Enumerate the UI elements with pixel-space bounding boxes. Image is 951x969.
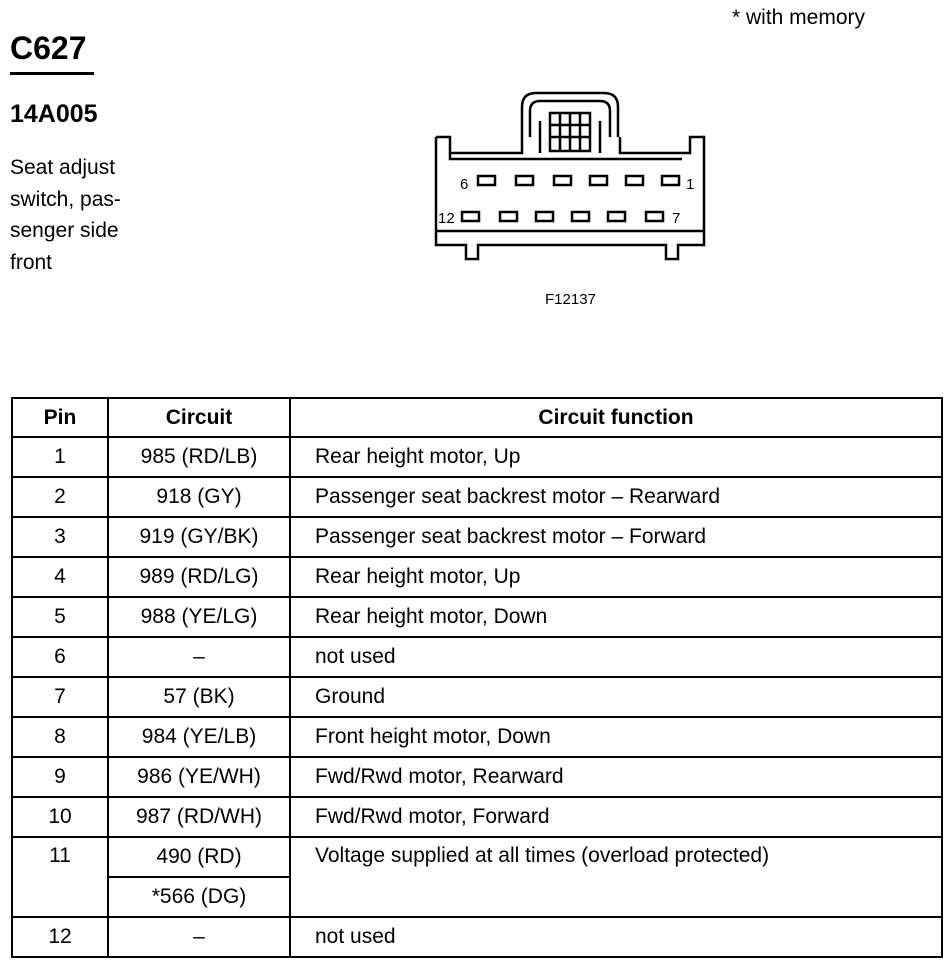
table-row — [12, 437, 942, 477]
pin-cell: 7 — [12, 677, 108, 717]
pin-cell: 4 — [12, 557, 108, 597]
table-row — [12, 597, 942, 637]
function-cell: Ground — [290, 677, 942, 717]
circuit-cell: 57 (BK) — [108, 677, 290, 717]
pin-cell: 9 — [12, 757, 108, 797]
connector-id: C627 — [10, 30, 87, 66]
pin-column-header: Pin — [12, 398, 108, 437]
circuit-column-header: Circuit — [108, 398, 290, 437]
memory-footnote: * with memory — [732, 6, 866, 29]
circuit-alt-cell: *566 (DG) — [108, 877, 290, 917]
pin-cell: 3 — [12, 517, 108, 557]
circuit-cell: 490 (RD) — [108, 837, 290, 877]
pin-cell: 2 — [12, 477, 108, 517]
pin-cell: 1 — [12, 437, 108, 477]
pin-label-7: 7 — [672, 210, 681, 227]
pin-cell: 10 — [12, 797, 108, 837]
pin-label-12: 12 — [438, 210, 455, 227]
function-cell: Rear height motor, Down — [290, 597, 942, 637]
connector-face-diagram — [420, 85, 720, 265]
pin-cell: 11 — [12, 837, 108, 917]
table-row — [12, 637, 942, 677]
function-cell: Rear height motor, Up — [290, 557, 942, 597]
connector-id-underline — [10, 72, 94, 75]
circuit-cell: 987 (RD/WH) — [108, 797, 290, 837]
circuit-cell: 988 (YE/LG) — [108, 597, 290, 637]
table-row — [12, 837, 942, 877]
pin-cell: 8 — [12, 717, 108, 757]
circuit-cell: – — [108, 917, 290, 957]
function-column-header: Circuit function — [290, 398, 942, 437]
table-row — [12, 917, 942, 957]
part-number: 14A005 — [10, 100, 98, 128]
table-row — [12, 517, 942, 557]
pinout-table — [11, 397, 943, 958]
function-cell: Fwd/Rwd motor, Forward — [290, 797, 942, 837]
circuit-cell: 986 (YE/WH) — [108, 757, 290, 797]
pin-label-6: 6 — [460, 176, 469, 193]
function-cell: Front height motor, Down — [290, 717, 942, 757]
circuit-cell: 919 (GY/BK) — [108, 517, 290, 557]
figure-id: F12137 — [545, 291, 596, 308]
table-row — [12, 557, 942, 597]
circuit-cell: 985 (RD/LB) — [108, 437, 290, 477]
function-cell: Passenger seat backrest motor – Forward — [290, 517, 942, 557]
function-cell: Voltage supplied at all times (overload protected) — [290, 837, 942, 917]
table-header-row — [12, 398, 942, 437]
table-row — [12, 717, 942, 757]
circuit-cell: – — [108, 637, 290, 677]
function-cell: Passenger seat backrest motor – Rearward — [290, 477, 942, 517]
table-row — [12, 797, 942, 837]
table-row — [12, 477, 942, 517]
function-cell: Rear height motor, Up — [290, 437, 942, 477]
table-row — [12, 677, 942, 717]
circuit-cell: 984 (YE/LB) — [108, 717, 290, 757]
table-row — [12, 757, 942, 797]
pin-cell: 6 — [12, 637, 108, 677]
pin-label-1: 1 — [686, 176, 695, 193]
function-cell: not used — [290, 917, 942, 957]
connector-description: Seat adjust switch, pas-senger side front — [10, 156, 121, 274]
circuit-cell: 989 (RD/LG) — [108, 557, 290, 597]
pin-cell: 5 — [12, 597, 108, 637]
circuit-cell: 918 (GY) — [108, 477, 290, 517]
function-cell: not used — [290, 637, 942, 677]
function-cell: Fwd/Rwd motor, Rearward — [290, 757, 942, 797]
pin-cell: 12 — [12, 917, 108, 957]
